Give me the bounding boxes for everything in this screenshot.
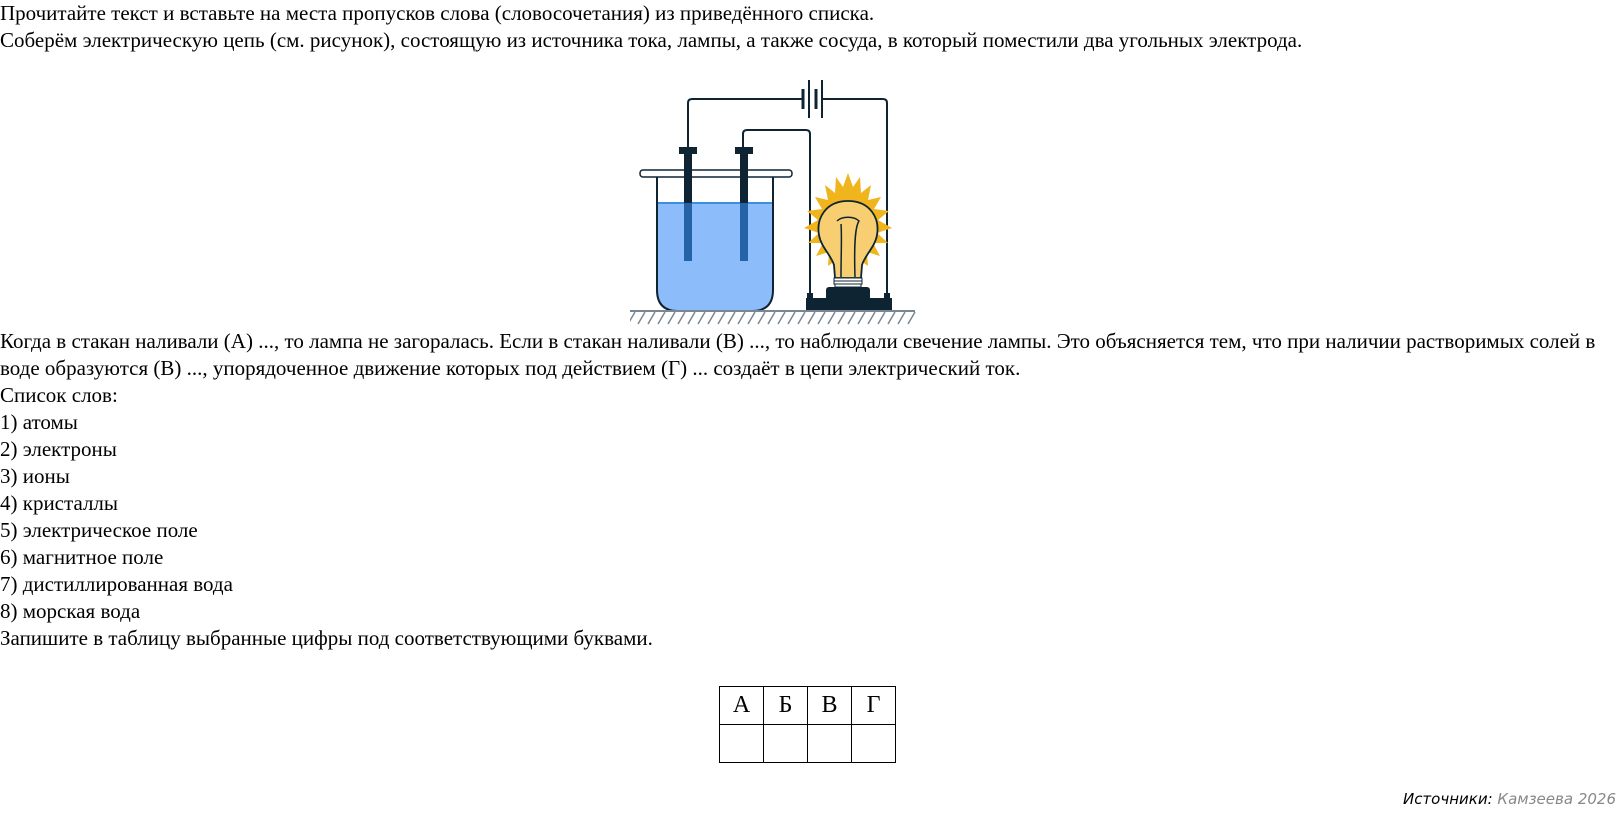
answer-cell-g[interactable] bbox=[852, 725, 896, 763]
answer-header-b: Б bbox=[764, 687, 808, 725]
answer-table-input-row bbox=[720, 725, 896, 763]
task-intro: Соберём электрическую цепь (см. рисунок), состоящую из источника тока, лампы, а также сосуда, в который поместили два угольных электрода. bbox=[0, 28, 1303, 52]
circuit-diagram-icon bbox=[630, 75, 950, 340]
word-list bbox=[0, 409, 1616, 625]
answer-cell-v[interactable] bbox=[808, 725, 852, 763]
answer-cell-b[interactable] bbox=[764, 725, 808, 763]
answer-table-header-row bbox=[720, 687, 896, 725]
word-list-item: 5) электрическое поле bbox=[0, 518, 198, 542]
source-label: Источники: bbox=[1402, 790, 1493, 808]
word-list-item: 7) дистиллированная вода bbox=[0, 572, 233, 596]
table-instruction: Запишите в таблицу выбранные цифры под соответствующими буквами. bbox=[0, 626, 653, 650]
task-paragraph: Когда в стакан наливали (А) ..., то лампа не загоралась. Если в стакан наливали (В) ..., то наблюдали свечение лампы. Это объясняется тем, что при наличии растворимых солей в воде образуются (В) ..., упорядоченное движение которых под действием (Г) ... создаёт в цепи электрический ток. bbox=[0, 329, 1596, 380]
word-list-title: Список слов: bbox=[0, 383, 118, 407]
answer-cell-a[interactable] bbox=[720, 725, 764, 763]
answer-header-v: В bbox=[808, 687, 852, 725]
word-list-item: 2) электроны bbox=[0, 437, 117, 461]
answer-header-a: А bbox=[720, 687, 764, 725]
source-link[interactable]: Камзеева 2026 bbox=[1497, 790, 1616, 808]
word-list-item: 3) ионы bbox=[0, 464, 70, 488]
task-instruction: Прочитайте текст и вставьте на места пропусков слова (словосочетания) из приведённого списка. bbox=[0, 1, 875, 25]
word-list-item: 1) атомы bbox=[0, 410, 78, 434]
word-list-item: 8) морская вода bbox=[0, 599, 141, 623]
word-list-item: 4) кристаллы bbox=[0, 491, 119, 515]
circuit-figure bbox=[630, 75, 950, 340]
answer-table bbox=[719, 686, 896, 763]
answer-header-g: Г bbox=[852, 687, 896, 725]
word-list-item: 6) магнитное поле bbox=[0, 545, 164, 569]
